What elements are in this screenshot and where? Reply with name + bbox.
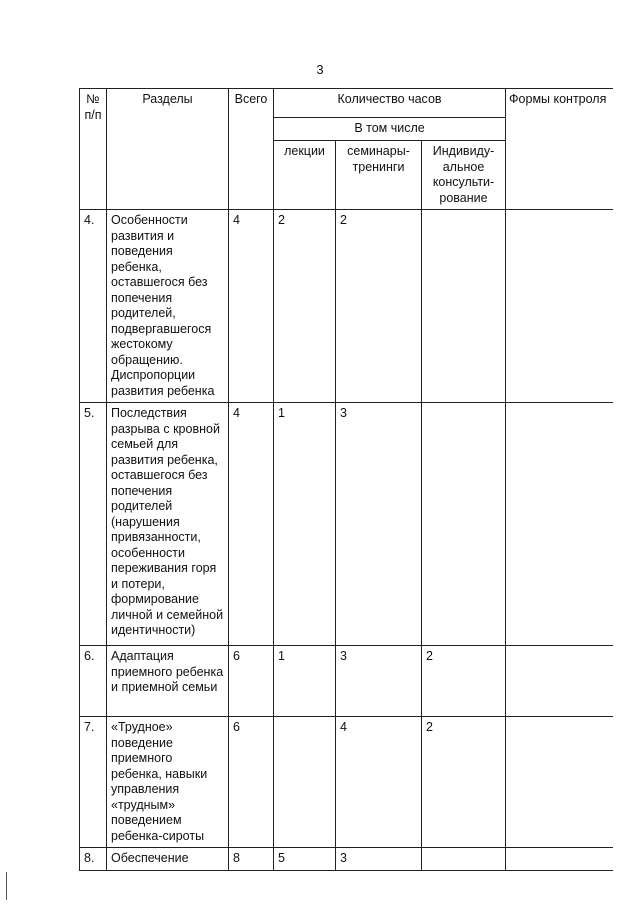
row-title: Адаптация приемного ребенка и приемной семьи xyxy=(107,646,229,717)
row-lekcii xyxy=(274,717,336,848)
row-num: 4. xyxy=(80,210,107,403)
row-formy xyxy=(506,848,613,871)
row-individ: 2 xyxy=(422,717,506,848)
header-lekcii: лекции xyxy=(274,141,336,210)
table-row xyxy=(80,210,613,403)
row-vsego: 6 xyxy=(229,717,274,848)
row-formy xyxy=(506,210,613,403)
row-lekcii: 1 xyxy=(274,403,336,646)
header-kolichestvo-chasov: Количество часов xyxy=(274,89,506,118)
row-individ: 2 xyxy=(422,646,506,717)
row-num: 6. xyxy=(80,646,107,717)
table-row xyxy=(80,717,613,848)
row-vsego: 8 xyxy=(229,848,274,871)
table-row xyxy=(80,646,613,717)
header-num: № п/п xyxy=(80,89,107,210)
scan-margin-mark xyxy=(6,872,7,900)
row-title: Обеспечение xyxy=(107,848,229,871)
page-number: 3 xyxy=(316,62,324,77)
header-formy-kontrolya: Формы контроля xyxy=(506,89,613,210)
row-vsego: 4 xyxy=(229,210,274,403)
table-row xyxy=(80,403,613,646)
row-vsego: 4 xyxy=(229,403,274,646)
row-seminary: 3 xyxy=(336,403,422,646)
row-num: 7. xyxy=(80,717,107,848)
row-lekcii: 1 xyxy=(274,646,336,717)
header-razdely: Разделы xyxy=(107,89,229,210)
curriculum-table xyxy=(79,88,613,871)
row-title: Особенности развития и поведения ребенка, оставшегося без попечения родителей, подвергавшегося жестокому обращению. Диспропорции развития ребенка xyxy=(107,210,229,403)
row-formy xyxy=(506,646,613,717)
row-individ xyxy=(422,848,506,871)
header-vsego: Всего xyxy=(229,89,274,210)
row-seminary: 3 xyxy=(336,848,422,871)
table-row xyxy=(80,848,613,871)
row-seminary: 2 xyxy=(336,210,422,403)
row-formy xyxy=(506,717,613,848)
row-individ xyxy=(422,210,506,403)
row-individ xyxy=(422,403,506,646)
row-vsego: 6 xyxy=(229,646,274,717)
table-header-row xyxy=(80,89,613,118)
row-title: «Трудное» поведение приемного ребенка, навыки управления «трудным» поведением ребенка-сироты xyxy=(107,717,229,848)
row-formy xyxy=(506,403,613,646)
row-num: 8. xyxy=(80,848,107,871)
header-seminary: семинары-тренинги xyxy=(336,141,422,210)
row-lekcii: 2 xyxy=(274,210,336,403)
row-seminary: 4 xyxy=(336,717,422,848)
header-v-tom-chisle: В том числе xyxy=(274,118,506,141)
row-title: Последствия разрыва с кровной семьей для развития ребенка, оставшегося без попечения родителей (нарушения привязанности, особенности переживания горя и потери, формирование личной и семейной идентичности) xyxy=(107,403,229,646)
row-seminary: 3 xyxy=(336,646,422,717)
header-individ: Индивиду-альное консульти-рование xyxy=(422,141,506,210)
row-lekcii: 5 xyxy=(274,848,336,871)
row-num: 5. xyxy=(80,403,107,646)
